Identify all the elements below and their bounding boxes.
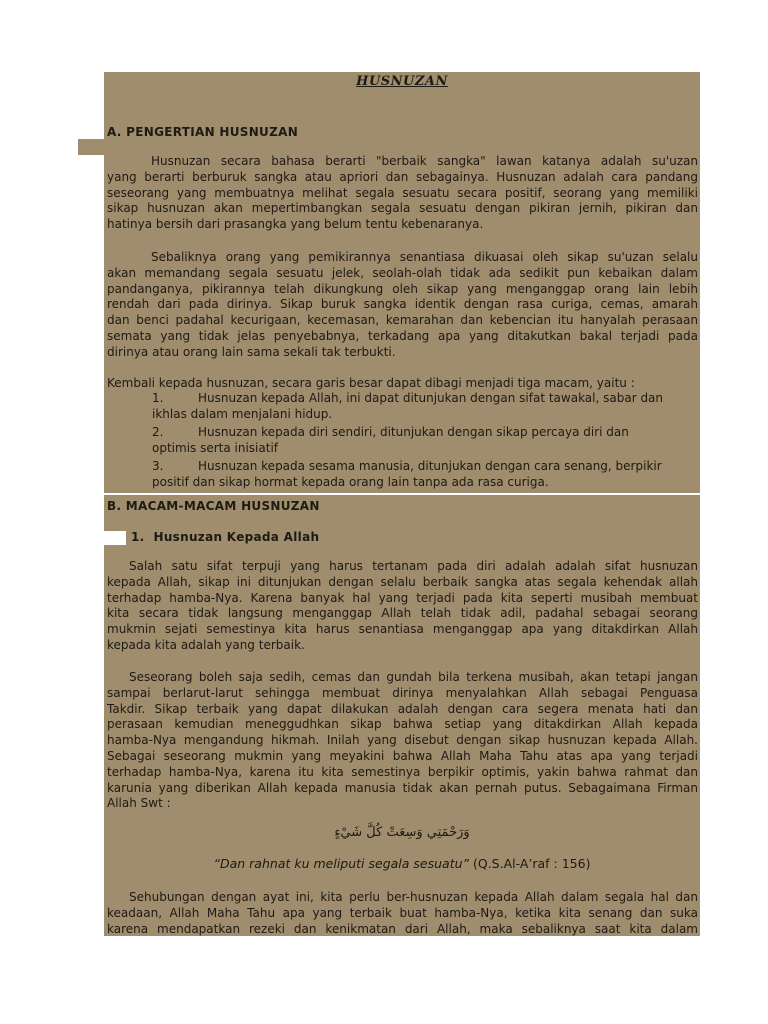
- section-b-heading: B. MACAM-MACAM HUSNUZAN: [107, 499, 320, 513]
- text-line: perasaan kemudian meneggudhkan sikap bahwa setiap yang ditakdirkan Allah kepada: [107, 717, 698, 732]
- arabic-verse: وَرَحْمَتِي وَسِعَتْ كُلَّ شَيْءٍ: [334, 825, 470, 840]
- translation-text: “Dan rahnat ku meliputi segala sesuatu”: [213, 856, 470, 871]
- section-a-paragraph-2: [107, 250, 698, 361]
- list-text: Husnuzan kepada sesama manusia, ditunjukan dengan cara senang, berpikir: [198, 459, 662, 473]
- section-b-paragraph-1: [107, 559, 698, 654]
- section-b-subheading: [131, 529, 319, 545]
- verse-translation: [104, 856, 700, 871]
- text-line: Sebagai seseorang mukmin yang meyakini bahwa Allah Maha Tahu atas apa yang terjadi: [107, 748, 698, 763]
- verse-reference: (Q.S.Al-A’raf : 156): [469, 856, 591, 871]
- section-a-intro: Kembali kepada husnuzan, secara garis besar dapat dibagi menjadi tiga macam, yaitu :: [107, 376, 635, 390]
- section-b-paragraph-3: [107, 890, 698, 937]
- text-line: Seseorang boleh saja sedih, cemas dan gundah bila terkena musibah, akan tetapi jangan: [129, 670, 698, 684]
- list-text: ikhlas dalam menjalani hidup.: [152, 406, 333, 421]
- text-line: dirinya atau orang lain sama sekali tak terbukti.: [107, 344, 396, 359]
- text-line: sikap husnuzan akan mepertimbangkan segala sesuatu dengan pikiran jernih, pikiran dan: [107, 201, 698, 216]
- list-number: 3.: [152, 459, 164, 473]
- text-line: Husnuzan secara bahasa berarti "berbaik sangka" lawan katanya adalah su'uzan: [151, 154, 698, 168]
- section-b-paragraph-2: [107, 670, 698, 812]
- text-line: Takdir. Sikap terbaik yang dapat dilakukan adalah dengan cara segera menata hati dan: [107, 701, 698, 716]
- subheading-number: 1.: [131, 530, 145, 544]
- husnuzan-types-list: [152, 391, 688, 493]
- text-line: akan memandang segala sesuatu jelek, seolah-olah tidak ada sedikit pun kebaikan dalam: [107, 265, 698, 280]
- text-line: seseorang yang membuatnya melihat segala sesuatu secara positif, seorang yang memiliki: [107, 185, 698, 200]
- page-tab-marker: [78, 139, 106, 155]
- subheading-title: Husnuzan Kepada Allah: [153, 530, 320, 544]
- section-a-paragraph-1: [107, 154, 698, 233]
- list-text: optimis serta inisiatif: [152, 440, 279, 455]
- text-line: hatinya bersih dari prasangka yang belum tentu kebenaranya.: [107, 217, 484, 232]
- list-text: Husnuzan kepada diri sendiri, ditunjukan dengan sikap percaya diri dan: [198, 425, 629, 439]
- text-line: Salah satu sifat terpuji yang harus tertanam pada diri adalah adalah sifat husnuzan: [129, 559, 698, 573]
- text-line: yang berarti berburuk sangka atau apriori dan sebagainya. Husnuzan adalah cara pandang: [107, 169, 698, 184]
- text-line: semata yang tidak jelas penyebabnya, terkadang apa yang ditakutkan bakal terjadi pada: [107, 328, 698, 343]
- text-line: kepada kita adalah yang terbaik.: [107, 637, 305, 652]
- subheading-notch: [104, 531, 126, 545]
- list-number: 1.: [152, 391, 164, 405]
- section-separator: [104, 493, 700, 495]
- text-line: karunia yang diberikan Allah kepada manusia tidak akan pernah putus. Sebagaimana Firman: [107, 780, 698, 795]
- text-line: kepada Allah, sikap ini ditunjukan dengan selalu berbaik sangka atas segala kehendak allah: [107, 574, 698, 589]
- text-line: keadaan, Allah Maha Tahu apa yang terbaik buat hamba-Nya, ketika kita senang dan suka: [107, 905, 698, 920]
- section-a-heading: A. PENGERTIAN HUSNUZAN: [107, 125, 299, 139]
- text-line: Sebaliknya orang yang pemikirannya senantiasa dikuasai oleh sikap su'uzan selalu: [151, 250, 698, 264]
- list-item: [152, 425, 688, 456]
- list-text: positif dan sikap hormat kepada orang lain tanpa ada rasa curiga.: [152, 474, 549, 489]
- document-title: HUSNUZAN: [356, 74, 448, 89]
- list-item: [152, 459, 688, 490]
- list-item: [152, 391, 688, 422]
- text-line: terhadap hamba-Nya, karena itu kita semestinya berpikir optimis, yakin bahwa rahmat dan: [107, 764, 698, 779]
- text-line: hamba-Nya mengandung hikmah. Inilah yang disebut dengan sikap husnuzan kepada Allah.: [107, 733, 698, 748]
- text-line: Allah Swt :: [107, 796, 171, 811]
- text-line: karena mendapatkan rezeki dan kenikmatan dari Allah, maka sebaliknya saat kita dalam: [107, 921, 698, 936]
- list-text: Husnuzan kepada Allah, ini dapat ditunjukan dengan sifat tawakal, sabar dan: [198, 391, 664, 405]
- text-line: terhadap hamba-Nya. Karena banyak hal yang terjadi pada kita seperti musibah membuat: [107, 590, 698, 605]
- text-line: dan benci padahal kecurigaan, kecemasan, kemarahan dan kebencian itu hanyalah perasaan: [107, 313, 698, 328]
- list-number: 2.: [152, 425, 164, 439]
- text-line: sampai berlarut-larut sehingga membuat dirinya menyalahkan Allah sebagai Penguasa: [107, 685, 698, 700]
- text-line: Sehubungan dengan ayat ini, kita perlu ber-husnuzan kepada Allah dalam segala hal dan: [129, 890, 698, 904]
- text-line: rendah dari pada dirinya. Sikap buruk sangka identik dengan rasa curiga, cemas, amarah: [107, 297, 698, 312]
- text-line: mukmin sejati semestinya kita harus senantiasa menganggap apa yang ditakdirkan Allah: [107, 622, 698, 637]
- text-line: kita secara tidak langsung menganggap Allah telah tidak adil, padahal sebagai seorang: [107, 606, 698, 621]
- text-line: pandanganya, pikirannya telah dikungkung oleh sikap yang menganggap orang lain lebih: [107, 281, 698, 296]
